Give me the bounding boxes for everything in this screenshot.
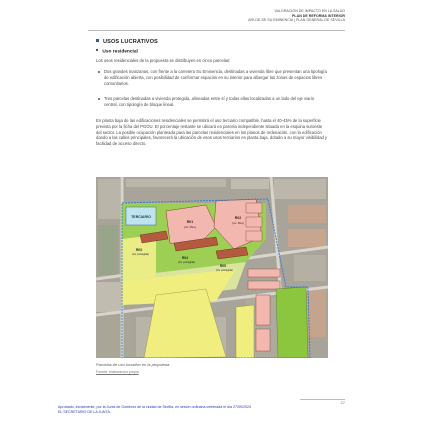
bullet-item-1	[96, 69, 328, 86]
bullet-icon	[96, 49, 98, 51]
plot-r03-label: R03	[136, 248, 142, 252]
plot-r05-sublabel: (viv. protegida)	[216, 269, 233, 272]
subsection-title-text: Uso residencial	[102, 49, 138, 55]
section-marker-icon	[96, 39, 99, 42]
header-line-2: PLAN DE REFORMA INTERIOR	[292, 13, 345, 18]
green-space-south-east	[276, 287, 308, 358]
plot-r04-sublabel: (viv. protegida)	[178, 261, 195, 264]
figure-source: Fuente: elaboración propia	[96, 370, 139, 374]
approval-stamp-line-2: EL SECRETARIO DE LA JUNTA.	[58, 409, 111, 414]
intro-paragraph: Los usos residenciales de la propuesta se distribuyen en cinco parcelas:	[96, 58, 231, 63]
header-line-1: VALORACIÓN DE IMPACTO EN LA SALUD	[274, 9, 345, 13]
site-plan-svg	[96, 177, 328, 358]
section-title	[96, 39, 158, 45]
footer-divider	[300, 399, 345, 400]
page-header	[248, 9, 345, 23]
plot-r01-label: R01	[186, 220, 194, 224]
plot-r03-sublabel: (viv. protegida)	[132, 253, 149, 256]
header-divider	[88, 30, 345, 31]
bullet-item-2	[96, 96, 328, 108]
bullet-icon	[98, 71, 100, 73]
site-plan-map	[96, 177, 328, 358]
plot-r02-sublabel: (viv. libre)	[232, 221, 244, 225]
approval-stamp-line-1: Aprobado, inicialmente, por la Junta de Gobierno de la ciudad de Sevilla, en sesión ordinaria celebrada el día 27/09/2024	[58, 405, 251, 409]
section-title-text: USOS LUCRATIVOS	[103, 39, 158, 45]
equipment-plot-south-east	[236, 305, 254, 358]
plot-r05-label: R05	[220, 264, 226, 268]
body-paragraph-2: En planta baja de las edificaciones residenciales se permitirá el uso terciario compatible, hasta el 40-45% de la superficie prevista por la ficha del PGOU. El porcentaje restante se ubicará en parcela independiente situada en la esquina suroeste del sector. La posible ocupación planteada para las parcelas residenciales en los planos de ordenación, con la edificación dando a las calles principales, favorecerá la ubicación de esos usos terciarios en planta baja, dotado a su mayor visibilidad y facilidad de acceso directo.	[96, 118, 328, 147]
approval-stamp	[58, 405, 251, 414]
subsection-title	[96, 49, 138, 54]
equipment-plot-west	[122, 235, 156, 281]
plot-r02-label: R02	[234, 216, 242, 220]
figure-caption: Parcelas de uso lucrativo en la propuesta	[96, 362, 170, 367]
plot-r01-sublabel: (viv. libre)	[184, 225, 196, 229]
header-line-3: ARI-DE-SE SU EMINENCIA | PLAN GENERAL DE SEVILLA	[248, 18, 345, 23]
plot-r04-label: R04	[182, 256, 188, 260]
tertiary-label: TERCIARIO	[131, 215, 151, 219]
bullet-icon	[98, 98, 100, 100]
bullet-text-2: Tres parcelas destinadas a vivienda protegida, alineadas entre sí y todas ellas localizadas a un lado del eje viario central, con tipología de bloque lineal.	[104, 96, 315, 107]
page-number: 27	[340, 400, 345, 405]
bullet-text-1: Dos grandes manzanas, con frente a la carretera Su Eminencia, destinadas a vivienda libre que presentan una tipología de edificación abierta, con posibilidad de conformar espacios en su interior para albergar las zonas de espacios libres comunitarios.	[104, 69, 327, 86]
